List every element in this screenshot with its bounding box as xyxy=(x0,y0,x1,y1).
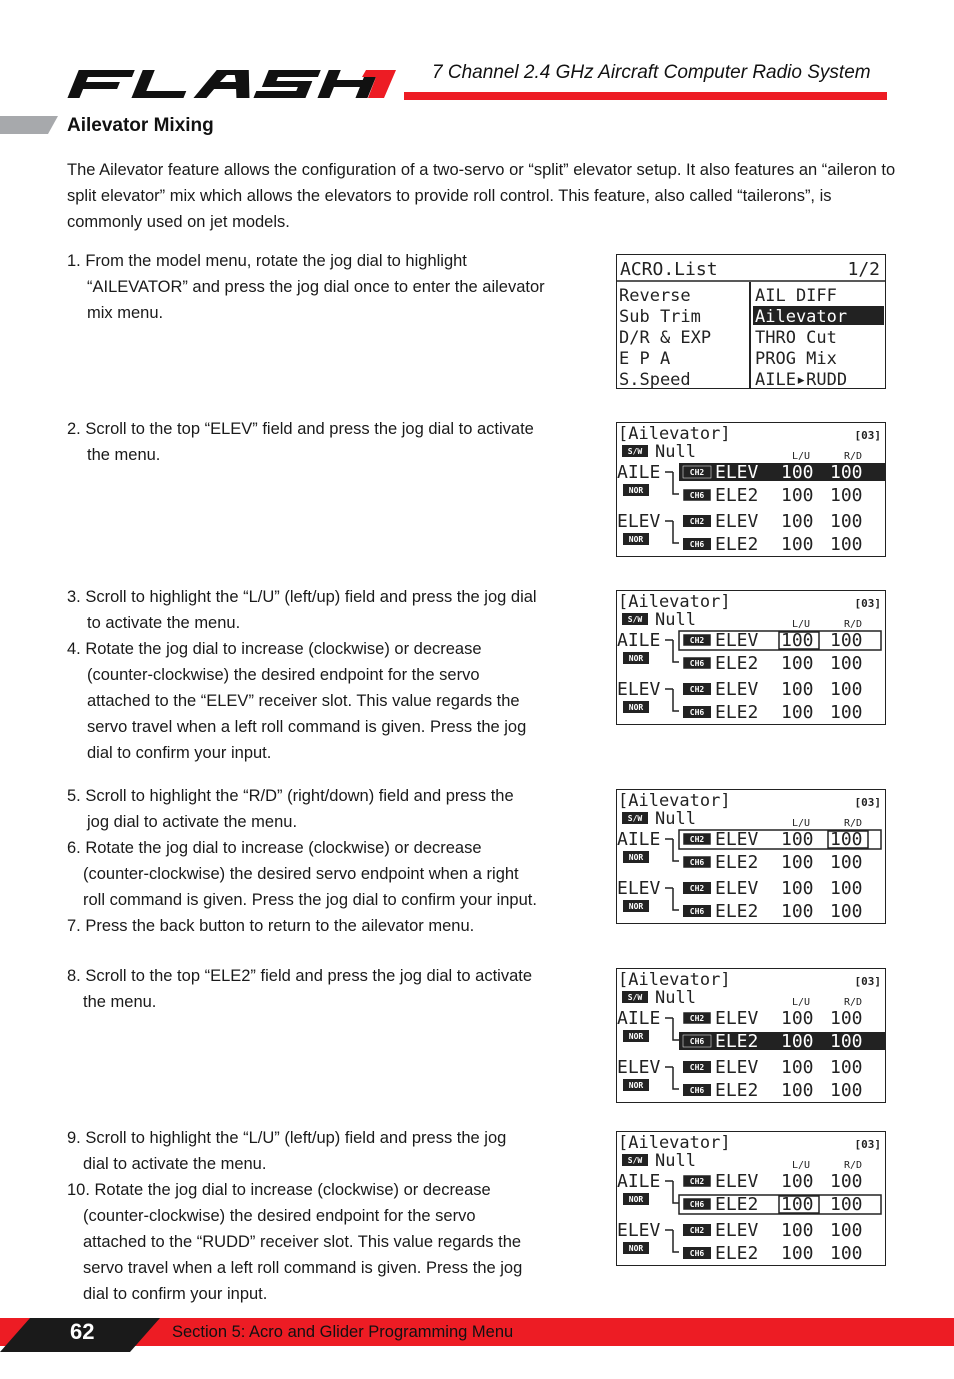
header-rule xyxy=(404,92,887,100)
channel-badge: CH2 xyxy=(689,636,705,645)
lcd-menu-item: AIL DIFF xyxy=(755,286,837,306)
lcd-menu-item: THRO Cut xyxy=(755,328,837,348)
footer-section: Section 5: Acro and Glider Programming Menu xyxy=(172,1323,514,1341)
channel-badge: CH6 xyxy=(689,491,705,500)
servo-name: ELE2 xyxy=(715,485,759,506)
step-8 xyxy=(67,963,572,1015)
source-elev: ELEV xyxy=(617,878,661,899)
rd-value: 100 xyxy=(830,462,863,483)
channel-badge: CH2 xyxy=(689,1014,705,1023)
mode-badge: NOR xyxy=(628,703,644,712)
page-number: 62 xyxy=(70,1319,95,1344)
null-label: Null xyxy=(655,442,696,462)
step-line: 8. Scroll to the top “ELE2” field and press the jog dial to activate xyxy=(67,967,533,985)
lcd-ailevator-title: [Ailevator] xyxy=(618,592,731,612)
null-label: Null xyxy=(655,610,696,630)
col-lu: L/U xyxy=(792,619,811,630)
null-label: Null xyxy=(655,1151,696,1171)
lu-value: 100 xyxy=(781,1220,814,1241)
col-lu: L/U xyxy=(792,451,811,462)
channel-badge: CH6 xyxy=(689,1249,705,1258)
lcd-acro-list xyxy=(616,254,886,389)
step-line: (counter-clockwise) the desired endpoint for the servo xyxy=(87,666,480,684)
channel-badge: CH2 xyxy=(689,835,705,844)
rd-value: 100 xyxy=(830,630,863,651)
rd-value: 100 xyxy=(830,1220,863,1241)
rd-value: 100 xyxy=(830,852,863,873)
sw-badge-label: S/W xyxy=(627,993,643,1002)
mode-badge: NOR xyxy=(628,902,644,911)
rd-value: 100 xyxy=(830,829,863,850)
step-line: attached to the “ELEV” receiver slot. This value regards the xyxy=(87,692,520,710)
channel-badge: CH2 xyxy=(689,517,705,526)
step-line: dial to confirm your input. xyxy=(83,1285,268,1303)
rd-value: 100 xyxy=(830,1057,863,1078)
servo-name: ELE2 xyxy=(715,702,759,723)
servo-name: ELE2 xyxy=(715,852,759,873)
channel-badge: CH6 xyxy=(689,540,705,549)
step-line: 9. Scroll to highlight the “L/U” (left/up) field and press the jog xyxy=(67,1129,507,1147)
step-line: dial to confirm your input. xyxy=(87,744,272,762)
lu-value: 100 xyxy=(781,485,814,506)
lu-value: 100 xyxy=(781,1057,814,1078)
lcd-ailevator-title: [Ailevator] xyxy=(618,970,731,990)
source-aile: AILE xyxy=(617,829,661,850)
rd-value: 100 xyxy=(830,878,863,899)
step-line: 4. Rotate the jog dial to increase (clockwise) or decrease xyxy=(67,640,482,658)
channel-badge: CH6 xyxy=(689,1200,705,1209)
channel-badge: CH6 xyxy=(689,907,705,916)
source-aile: AILE xyxy=(617,630,661,651)
rd-value: 100 xyxy=(830,1080,863,1101)
lcd-ailevator-title: [Ailevator] xyxy=(618,791,731,811)
step-line: 6. Rotate the jog dial to increase (clockwise) or decrease xyxy=(67,839,482,857)
servo-name: ELE2 xyxy=(715,1194,759,1215)
servo-name: ELEV xyxy=(715,511,759,532)
step-line: “AILEVATOR” and press the jog dial once to enter the ailevator xyxy=(87,278,545,296)
step-2 xyxy=(67,416,572,468)
channel-badge: CH6 xyxy=(689,708,705,717)
step-5-7 xyxy=(67,783,572,939)
col-lu: L/U xyxy=(792,818,811,829)
header-subtitle: 7 Channel 2.4 GHz Aircraft Computer Radio System xyxy=(432,62,871,83)
rd-value: 100 xyxy=(830,1171,863,1192)
lcd-ailevator-ele2-highlighted xyxy=(616,968,886,1103)
col-rd: R/D xyxy=(844,451,863,462)
lcd-menu-item: AILE▸RUDD xyxy=(755,370,848,388)
lu-value: 100 xyxy=(781,1031,814,1052)
col-rd: R/D xyxy=(844,1160,863,1171)
mode-badge: NOR xyxy=(628,535,644,544)
servo-name: ELEV xyxy=(715,1171,759,1192)
step-line: servo travel when a left roll command is given. Press the jog xyxy=(83,1259,523,1277)
servo-name: ELEV xyxy=(715,1057,759,1078)
source-elev: ELEV xyxy=(617,679,661,700)
lcd-tag: [03] xyxy=(854,796,881,809)
servo-name: ELEV xyxy=(715,679,759,700)
step-line: 5. Scroll to highlight the “R/D” (right/down) field and press the xyxy=(67,787,514,805)
sw-badge-label: S/W xyxy=(627,1156,643,1165)
step-line: the menu. xyxy=(83,993,157,1011)
lu-value: 100 xyxy=(781,511,814,532)
channel-badge: CH6 xyxy=(689,659,705,668)
lcd-tag: [03] xyxy=(854,597,881,610)
rd-value: 100 xyxy=(830,679,863,700)
servo-name: ELE2 xyxy=(715,653,759,674)
lu-value: 100 xyxy=(781,1194,814,1215)
lcd-menu-item-selected: Ailevator xyxy=(755,307,848,327)
rd-value: 100 xyxy=(830,653,863,674)
servo-name: ELE2 xyxy=(715,1080,759,1101)
channel-badge: CH6 xyxy=(689,858,705,867)
step-line: 3. Scroll to highlight the “L/U” (left/up) field and press the jog dial xyxy=(67,588,537,606)
step-line: dial to activate the menu. xyxy=(83,1155,267,1173)
lcd-menu-title: ACRO.List xyxy=(620,259,718,280)
channel-badge: CH6 xyxy=(689,1037,705,1046)
lu-value: 100 xyxy=(781,630,814,651)
mode-badge: NOR xyxy=(628,1081,644,1090)
lcd-menu-item: E P A xyxy=(619,349,671,369)
channel-badge: CH2 xyxy=(689,1226,705,1235)
step-1 xyxy=(67,248,572,326)
source-elev: ELEV xyxy=(617,511,661,532)
source-aile: AILE xyxy=(617,462,661,483)
lu-value: 100 xyxy=(781,653,814,674)
channel-badge: CH2 xyxy=(689,468,705,477)
channel-badge: CH2 xyxy=(689,685,705,694)
lu-value: 100 xyxy=(781,1243,814,1264)
servo-name: ELEV xyxy=(715,630,759,651)
servo-name: ELEV xyxy=(715,829,759,850)
step-line: to activate the menu. xyxy=(87,614,241,632)
step-line: roll command is given. Press the jog dial to confirm your input. xyxy=(83,891,537,909)
step-line: (counter-clockwise) the desired servo endpoint when a right xyxy=(83,865,519,883)
rd-value: 100 xyxy=(830,485,863,506)
source-elev: ELEV xyxy=(617,1220,661,1241)
mode-badge: NOR xyxy=(628,1032,644,1041)
step-line: attached to the “RUDD” receiver slot. This value regards the xyxy=(83,1233,522,1251)
lu-value: 100 xyxy=(781,534,814,555)
source-elev: ELEV xyxy=(617,1057,661,1078)
servo-name: ELE2 xyxy=(715,1243,759,1264)
rd-value: 100 xyxy=(830,1031,863,1052)
lcd-menu-item: D/R & EXP xyxy=(619,328,712,348)
step-line: jog dial to activate the menu. xyxy=(87,813,298,831)
lcd-tag: [03] xyxy=(854,1138,881,1151)
servo-name: ELE2 xyxy=(715,901,759,922)
lcd-ailevator-elev-highlighted xyxy=(616,422,886,557)
step-line: mix menu. xyxy=(87,304,164,322)
col-lu: L/U xyxy=(792,1160,811,1171)
lcd-tag: [03] xyxy=(854,975,881,988)
rd-value: 100 xyxy=(830,1194,863,1215)
lcd-menu-item: Reverse xyxy=(619,286,691,306)
step-line: 1. From the model menu, rotate the jog dial to highlight xyxy=(67,252,467,270)
lcd-ailevator-ele2-lu-selected xyxy=(616,1131,886,1266)
sw-badge-label: S/W xyxy=(627,447,643,456)
mode-badge: NOR xyxy=(628,654,644,663)
servo-name: ELEV xyxy=(715,1008,759,1029)
lu-value: 100 xyxy=(781,852,814,873)
lu-value: 100 xyxy=(781,462,814,483)
lcd-ailevator-lu-selected xyxy=(616,590,886,725)
lcd-ailevator-rd-selected xyxy=(616,789,886,924)
col-lu: L/U xyxy=(792,997,811,1008)
col-rd: R/D xyxy=(844,818,863,829)
col-rd: R/D xyxy=(844,997,863,1008)
step-line: 2. Scroll to the top “ELEV” field and press the jog dial to activate xyxy=(67,420,534,438)
step-line: servo travel when a left roll command is given. Press the jog xyxy=(87,718,527,736)
rd-value: 100 xyxy=(830,702,863,723)
servo-name: ELE2 xyxy=(715,1031,759,1052)
servo-name: ELEV xyxy=(715,1220,759,1241)
lu-value: 100 xyxy=(781,702,814,723)
channel-badge: CH6 xyxy=(689,1086,705,1095)
lcd-tag: [03] xyxy=(854,429,881,442)
mode-badge: NOR xyxy=(628,1195,644,1204)
lu-value: 100 xyxy=(781,878,814,899)
null-label: Null xyxy=(655,809,696,829)
sw-badge-label: S/W xyxy=(627,814,643,823)
step-line: the menu. xyxy=(87,446,161,464)
lcd-menu-item: PROG Mix xyxy=(755,349,837,369)
lcd-ailevator-title: [Ailevator] xyxy=(618,1133,731,1153)
null-label: Null xyxy=(655,988,696,1008)
source-aile: AILE xyxy=(617,1171,661,1192)
source-aile: AILE xyxy=(617,1008,661,1029)
mode-badge: NOR xyxy=(628,486,644,495)
lu-value: 100 xyxy=(781,679,814,700)
step-line: 10. Rotate the jog dial to increase (clockwise) or decrease xyxy=(67,1181,491,1199)
section-title: Ailevator Mixing xyxy=(67,115,214,136)
servo-name: ELEV xyxy=(715,462,759,483)
lcd-menu-item: Sub Trim xyxy=(619,307,701,327)
channel-badge: CH2 xyxy=(689,1177,705,1186)
col-rd: R/D xyxy=(844,619,863,630)
channel-badge: CH2 xyxy=(689,1063,705,1072)
intro-paragraph: The Ailevator feature allows the configuration of a two-servo or “split” elevator setup. It also features an “aileron to split elevator” mix which allows the elevators to provide roll control. This feature, also called “tailerons”, is commonly used on jet models. xyxy=(67,161,896,231)
channel-badge: CH2 xyxy=(689,884,705,893)
mode-badge: NOR xyxy=(628,1244,644,1253)
lcd-menu-page: 1/2 xyxy=(847,259,880,280)
servo-name: ELE2 xyxy=(715,534,759,555)
step-9-10 xyxy=(67,1125,572,1307)
lu-value: 100 xyxy=(781,1008,814,1029)
lu-value: 100 xyxy=(781,829,814,850)
step-line: (counter-clockwise) the desired endpoint for the servo xyxy=(83,1207,476,1225)
lu-value: 100 xyxy=(781,1171,814,1192)
lcd-menu-item: S.Speed xyxy=(619,370,691,388)
step-3-4 xyxy=(67,584,572,766)
rd-value: 100 xyxy=(830,901,863,922)
rd-value: 100 xyxy=(830,1243,863,1264)
lu-value: 100 xyxy=(781,1080,814,1101)
lu-value: 100 xyxy=(781,901,814,922)
section-tab xyxy=(0,116,58,134)
mode-badge: NOR xyxy=(628,853,644,862)
lcd-ailevator-title: [Ailevator] xyxy=(618,424,731,444)
rd-value: 100 xyxy=(830,534,863,555)
flash7-logo xyxy=(66,62,396,104)
sw-badge-label: S/W xyxy=(627,615,643,624)
rd-value: 100 xyxy=(830,1008,863,1029)
servo-name: ELEV xyxy=(715,878,759,899)
step-line: 7. Press the back button to return to the ailevator menu. xyxy=(67,917,475,935)
rd-value: 100 xyxy=(830,511,863,532)
